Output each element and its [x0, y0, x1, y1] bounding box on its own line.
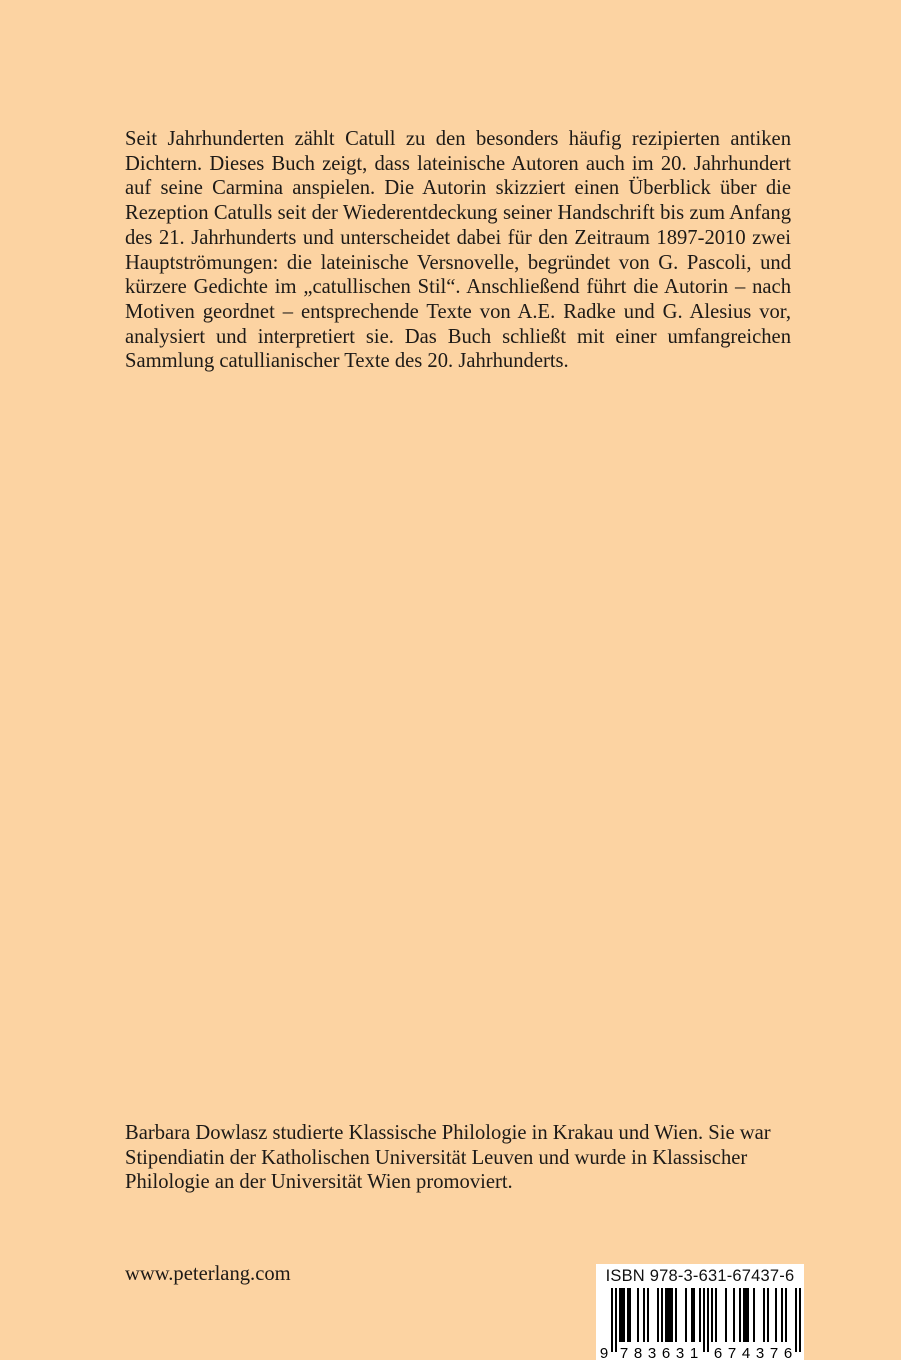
- barcode-bar: [627, 1288, 629, 1342]
- barcode-bar: [781, 1288, 783, 1342]
- barcode-digit: 4: [741, 1345, 751, 1360]
- book-description: Seit Jahrhunderten zählt Catull zu den besonders häufig rezipierten antiken Dichtern. Dieses Buch zeigt, dass lateinische Autoren auch im 20. Jahrhundert auf seine Carmina anspielen. Die Autorin skizziert einen Überblick über die Rezeption Catulls seit der Wiederentdeckung seiner Handschrift bis zum Anfang des 21. Jahrhunderts und unterscheidet dabei für den Zeitraum 1897-2010 zwei Hauptströmungen: die lateinische Versnovelle, begründet von G. Pascoli, und kürzere Gedichte im „catullischen Stil“. Anschließend führt die Autorin – nach Motiven geordnet – entsprechende Texte von A.E. Radke und G. Alesius vor, analysiert und interpretiert sie. Das Buch schließt mit einer umfangreichen Sammlung catullianischer Texte des 20. Jahrhunderts.: [125, 128, 791, 373]
- barcode-bar: [693, 1288, 695, 1342]
- barcode-bar: [733, 1288, 735, 1342]
- barcode-bar: [739, 1288, 741, 1342]
- barcode-digit: 3: [755, 1345, 765, 1360]
- barcode-bar: [767, 1288, 769, 1342]
- author-bio-line-1: Barbara Dowlasz studierte Klassische Philologie in Krakau und Wien. Sie war: [125, 1122, 771, 1144]
- author-biography: [125, 1121, 805, 1195]
- barcode-bar: [611, 1288, 613, 1352]
- publisher-url: www.peterlang.com: [125, 1263, 291, 1285]
- barcode-bar: [795, 1288, 797, 1352]
- barcode-bar: [775, 1288, 777, 1342]
- barcode-digit: 7: [619, 1345, 629, 1360]
- ean13-barcode-image: [596, 1286, 804, 1360]
- barcode-bar: [619, 1288, 621, 1342]
- barcode-bar: [699, 1288, 701, 1342]
- barcode-bar: [691, 1288, 693, 1342]
- barcode-bar: [711, 1288, 713, 1342]
- barcode-digit: 3: [647, 1345, 657, 1360]
- barcode-bar: [763, 1288, 765, 1342]
- barcode-bar: [621, 1288, 623, 1342]
- author-bio-line-3: Philologie an der Universität Wien promoviert.: [125, 1171, 513, 1194]
- barcode-bar: [661, 1288, 663, 1342]
- barcode-bar: [643, 1288, 645, 1342]
- barcode-bar: [799, 1288, 801, 1352]
- barcode-bar: [745, 1288, 747, 1342]
- barcode-bar: [743, 1288, 745, 1342]
- barcode-digit: 8: [633, 1345, 643, 1360]
- barcode-bar: [707, 1288, 709, 1352]
- barcode-bar: [685, 1288, 687, 1342]
- barcode-bar: [669, 1288, 671, 1342]
- barcode-bar: [623, 1288, 625, 1342]
- barcode-digit: 6: [783, 1345, 793, 1360]
- author-bio-line-2: Stipendiatin der Katholischen Universität Leuven und wurde in Klassischer: [125, 1146, 748, 1169]
- barcode-bar: [725, 1288, 727, 1342]
- barcode-digit: 3: [675, 1345, 685, 1360]
- barcode-bar: [629, 1288, 631, 1342]
- barcode-bar: [657, 1288, 659, 1342]
- barcode-bar: [715, 1288, 717, 1342]
- barcode-bar: [747, 1288, 749, 1342]
- barcode-bar: [703, 1288, 705, 1352]
- barcode-digit: 7: [727, 1345, 737, 1360]
- barcode-bar: [675, 1288, 677, 1342]
- barcode-digit: 7: [769, 1345, 779, 1360]
- barcode-digit: 9: [599, 1345, 609, 1360]
- barcode-digit: 1: [689, 1345, 699, 1360]
- barcode-bar: [671, 1288, 673, 1342]
- barcode-bar: [667, 1288, 669, 1342]
- barcode-bar: [615, 1288, 617, 1352]
- barcode-bar: [637, 1288, 639, 1342]
- barcode-digit: 6: [713, 1345, 723, 1360]
- barcode-bar: [753, 1288, 755, 1342]
- barcode-bar: [665, 1288, 667, 1342]
- isbn-barcode: [596, 1264, 804, 1360]
- barcode-digit: 6: [661, 1345, 671, 1360]
- barcode-bar: [785, 1288, 787, 1342]
- barcode-bar: [647, 1288, 649, 1342]
- isbn-label: ISBN 978-3-631-67437-6: [605, 1267, 795, 1285]
